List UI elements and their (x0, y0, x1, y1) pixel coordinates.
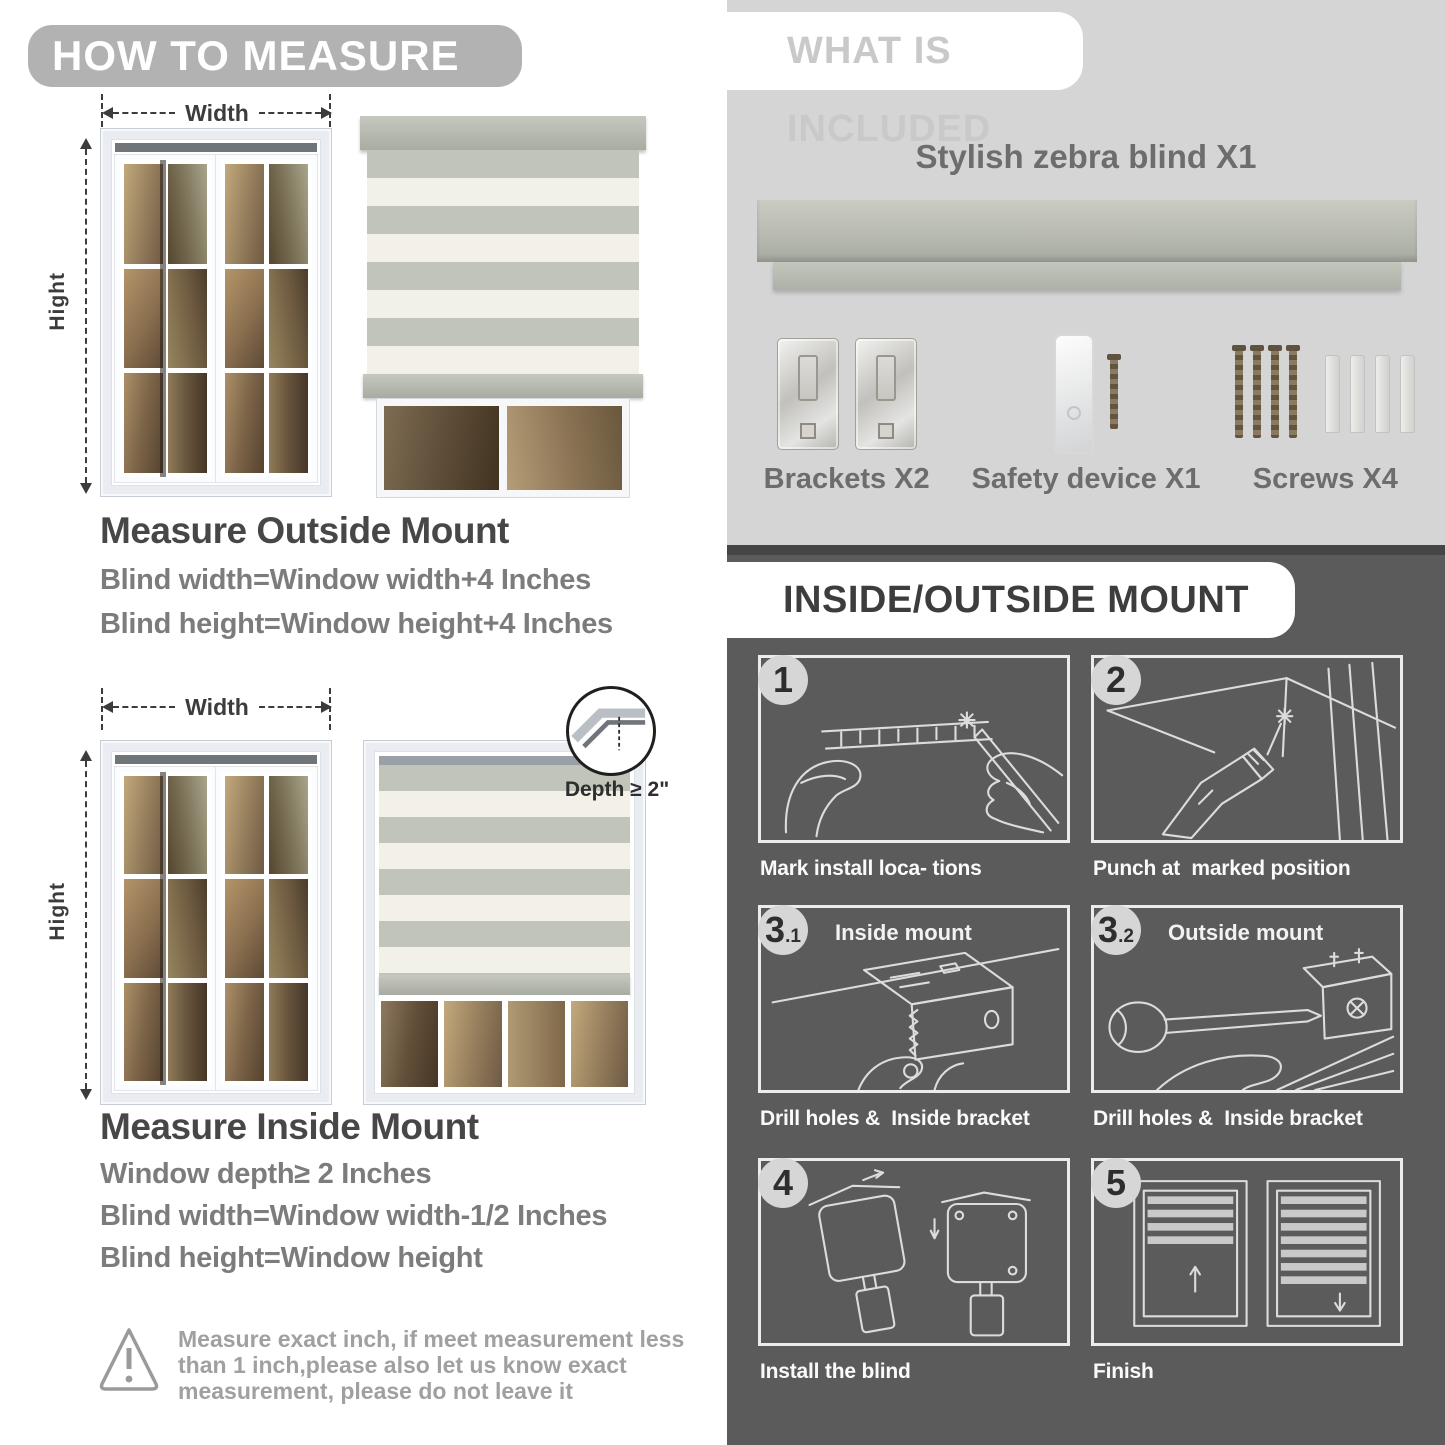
window-pane (269, 879, 308, 977)
window-pane (444, 1001, 501, 1087)
how-to-measure-header (28, 25, 522, 87)
window-under-blind (379, 995, 630, 1089)
bracket-icon (855, 338, 917, 450)
screws-caption: Screws X4 (1252, 463, 1398, 495)
window-pane (124, 776, 163, 874)
inside-mount-title: Measure Inside Mount (100, 1106, 479, 1147)
how-to-measure-title: HOW TO MEASURE (52, 32, 460, 79)
window-pane (225, 373, 264, 473)
window-pane (384, 406, 499, 490)
arrow-up-icon (80, 138, 92, 149)
drill-ceiling-illustration (1097, 661, 1400, 840)
arrow-down-icon (80, 1089, 92, 1100)
warning-triangle-icon (96, 1322, 162, 1396)
window-corner-detail-icon (569, 689, 647, 767)
step-frame (1091, 905, 1403, 1093)
step-number-badge: 2 (1091, 655, 1141, 705)
step-caption: Mark install loca- tions (760, 857, 982, 880)
screw-icon (1253, 350, 1261, 438)
inside-mount-rule-depth: Window depth≥ 2 Inches (100, 1158, 432, 1190)
install-blind-illustration (764, 1164, 1067, 1343)
step-number-badge: 5 (1091, 1158, 1141, 1208)
measure-warning-text: Measure exact inch, if meet measurement less than 1 inch,please also let us know exact measurement, please do not leave it (178, 1326, 685, 1404)
width-measure-arrow (102, 99, 332, 126)
window-pane (571, 1001, 628, 1087)
step-frame (1091, 655, 1403, 843)
step-frame (758, 655, 1070, 843)
window-pane (225, 776, 264, 874)
wall-anchor-icon (1400, 355, 1415, 433)
step-caption: Finish (1093, 1360, 1154, 1383)
step-1 (758, 655, 1112, 895)
arrow-right-icon (321, 701, 332, 713)
outside-mount-label: Outside mount (1168, 920, 1324, 945)
step-number-badge: 1 (758, 655, 808, 705)
inside-mount-rule-height: Blind height=Window height (100, 1242, 483, 1274)
zebra-blind-headrail-image (757, 200, 1417, 262)
height-label: Hight (46, 272, 69, 331)
step-number-badge: 3 .2 (1091, 905, 1141, 955)
arrow-left-icon (102, 107, 113, 119)
window-pane (381, 1001, 438, 1087)
height-measure-arrow (79, 750, 93, 1100)
window-under-blind (376, 398, 630, 498)
window-pane (507, 406, 622, 490)
brackets-item (727, 328, 966, 460)
screw-icon (1235, 350, 1243, 438)
depth-label: Depth ≥ 2" (564, 778, 670, 801)
step-number-badge: 4 (758, 1158, 808, 1208)
window-pane (269, 164, 308, 264)
zebra-blind-headrail-lip (773, 262, 1401, 290)
window-door (216, 155, 317, 482)
arrow-up-icon (80, 750, 92, 761)
step-frame (758, 905, 1070, 1093)
safety-device-caption: Safety device X1 (971, 463, 1201, 495)
width-label: Width (185, 693, 249, 720)
safety-device-icon (1054, 334, 1094, 454)
screws-item (1206, 328, 1445, 460)
depth-magnifier-circle (566, 686, 656, 776)
included-items-row (727, 328, 1445, 460)
blind-headrail (360, 116, 646, 150)
width-label: Width (185, 99, 249, 126)
blind-stripes (367, 150, 639, 374)
window-pane (225, 164, 264, 264)
step-caption: Install the blind (760, 1360, 911, 1383)
window-illustration-outside (100, 128, 332, 497)
window-pane (124, 373, 163, 473)
finish-blinds-illustration (1097, 1164, 1400, 1343)
window-pane (225, 983, 264, 1081)
step-4 (758, 1158, 1112, 1398)
window-pane (168, 776, 207, 874)
blind-bottom-rail (379, 975, 630, 995)
screw-icon (1271, 350, 1279, 438)
window-pane (225, 879, 264, 977)
step-caption: Drill holes & Inside bracket (1093, 1107, 1363, 1130)
what-is-included-panel (727, 0, 1445, 545)
window-top-track (115, 755, 317, 764)
window-door (216, 767, 317, 1090)
wall-anchor-icon (1325, 355, 1340, 433)
step-3-2 (1091, 905, 1445, 1145)
step-2 (1091, 655, 1445, 895)
blind-bottom-rail (363, 374, 643, 398)
window-pane (269, 776, 308, 874)
step-frame (1091, 1158, 1403, 1346)
window-pane (168, 164, 207, 264)
screw-icon (1110, 359, 1118, 429)
step-5 (1091, 1158, 1445, 1398)
mount-instructions-panel (727, 545, 1445, 1445)
step-number-badge: 3 .1 (758, 905, 808, 955)
step-caption: Punch at marked position (1093, 857, 1351, 880)
outside-mount-title: Measure Outside Mount (100, 510, 509, 551)
step-frame (758, 1158, 1070, 1346)
wall-anchor-icon (1375, 355, 1390, 433)
outside-mount-rule-height: Blind height=Window height+4 Inches (100, 608, 613, 640)
bracket-icon (777, 338, 839, 450)
window-door (115, 767, 216, 1090)
safety-device-item (966, 328, 1205, 460)
height-label: Hight (46, 882, 69, 941)
arrow-left-icon (102, 701, 113, 713)
right-column (727, 0, 1445, 1445)
window-pane (124, 164, 163, 264)
window-pane (269, 983, 308, 1081)
window-pane (269, 373, 308, 473)
window-pane (124, 983, 163, 1081)
mount-panel-header: INSIDE/OUTSIDE MOUNT (727, 562, 1295, 638)
window-pane (168, 879, 207, 977)
what-is-included-header: WHAT IS INCLUDED (727, 12, 1083, 90)
arrow-down-icon (80, 483, 92, 494)
inside-mount-rule-width: Blind width=Window width-1/2 Inches (100, 1200, 608, 1232)
screw-icon (1289, 350, 1297, 438)
window-pane (168, 983, 207, 1081)
window-pane (168, 373, 207, 473)
brackets-caption: Brackets X2 (763, 463, 930, 495)
window-door (115, 155, 216, 482)
window-top-track (115, 143, 317, 152)
window-pane (508, 1001, 565, 1087)
window-pane (168, 269, 207, 369)
wall-anchor-icon (1350, 355, 1365, 433)
window-pane (124, 879, 163, 977)
blind-item-title: Stylish zebra blind X1 (915, 138, 1257, 175)
window-pane (124, 269, 163, 369)
step-caption: Drill holes & Inside bracket (760, 1107, 1030, 1130)
window-pane (269, 269, 308, 369)
window-pane (225, 269, 264, 369)
zebra-blind-outside-mount (360, 116, 646, 500)
inside-mount-label: Inside mount (835, 920, 972, 945)
step-3-1 (758, 905, 1112, 1145)
height-measure-arrow (79, 138, 93, 494)
window-illustration-inside (100, 740, 332, 1105)
included-captions-row (727, 463, 1445, 496)
outside-mount-rule-width: Blind width=Window width+4 Inches (100, 564, 591, 596)
arrow-right-icon (321, 107, 332, 119)
mark-locations-illustration (764, 661, 1067, 840)
width-measure-arrow (102, 693, 332, 720)
